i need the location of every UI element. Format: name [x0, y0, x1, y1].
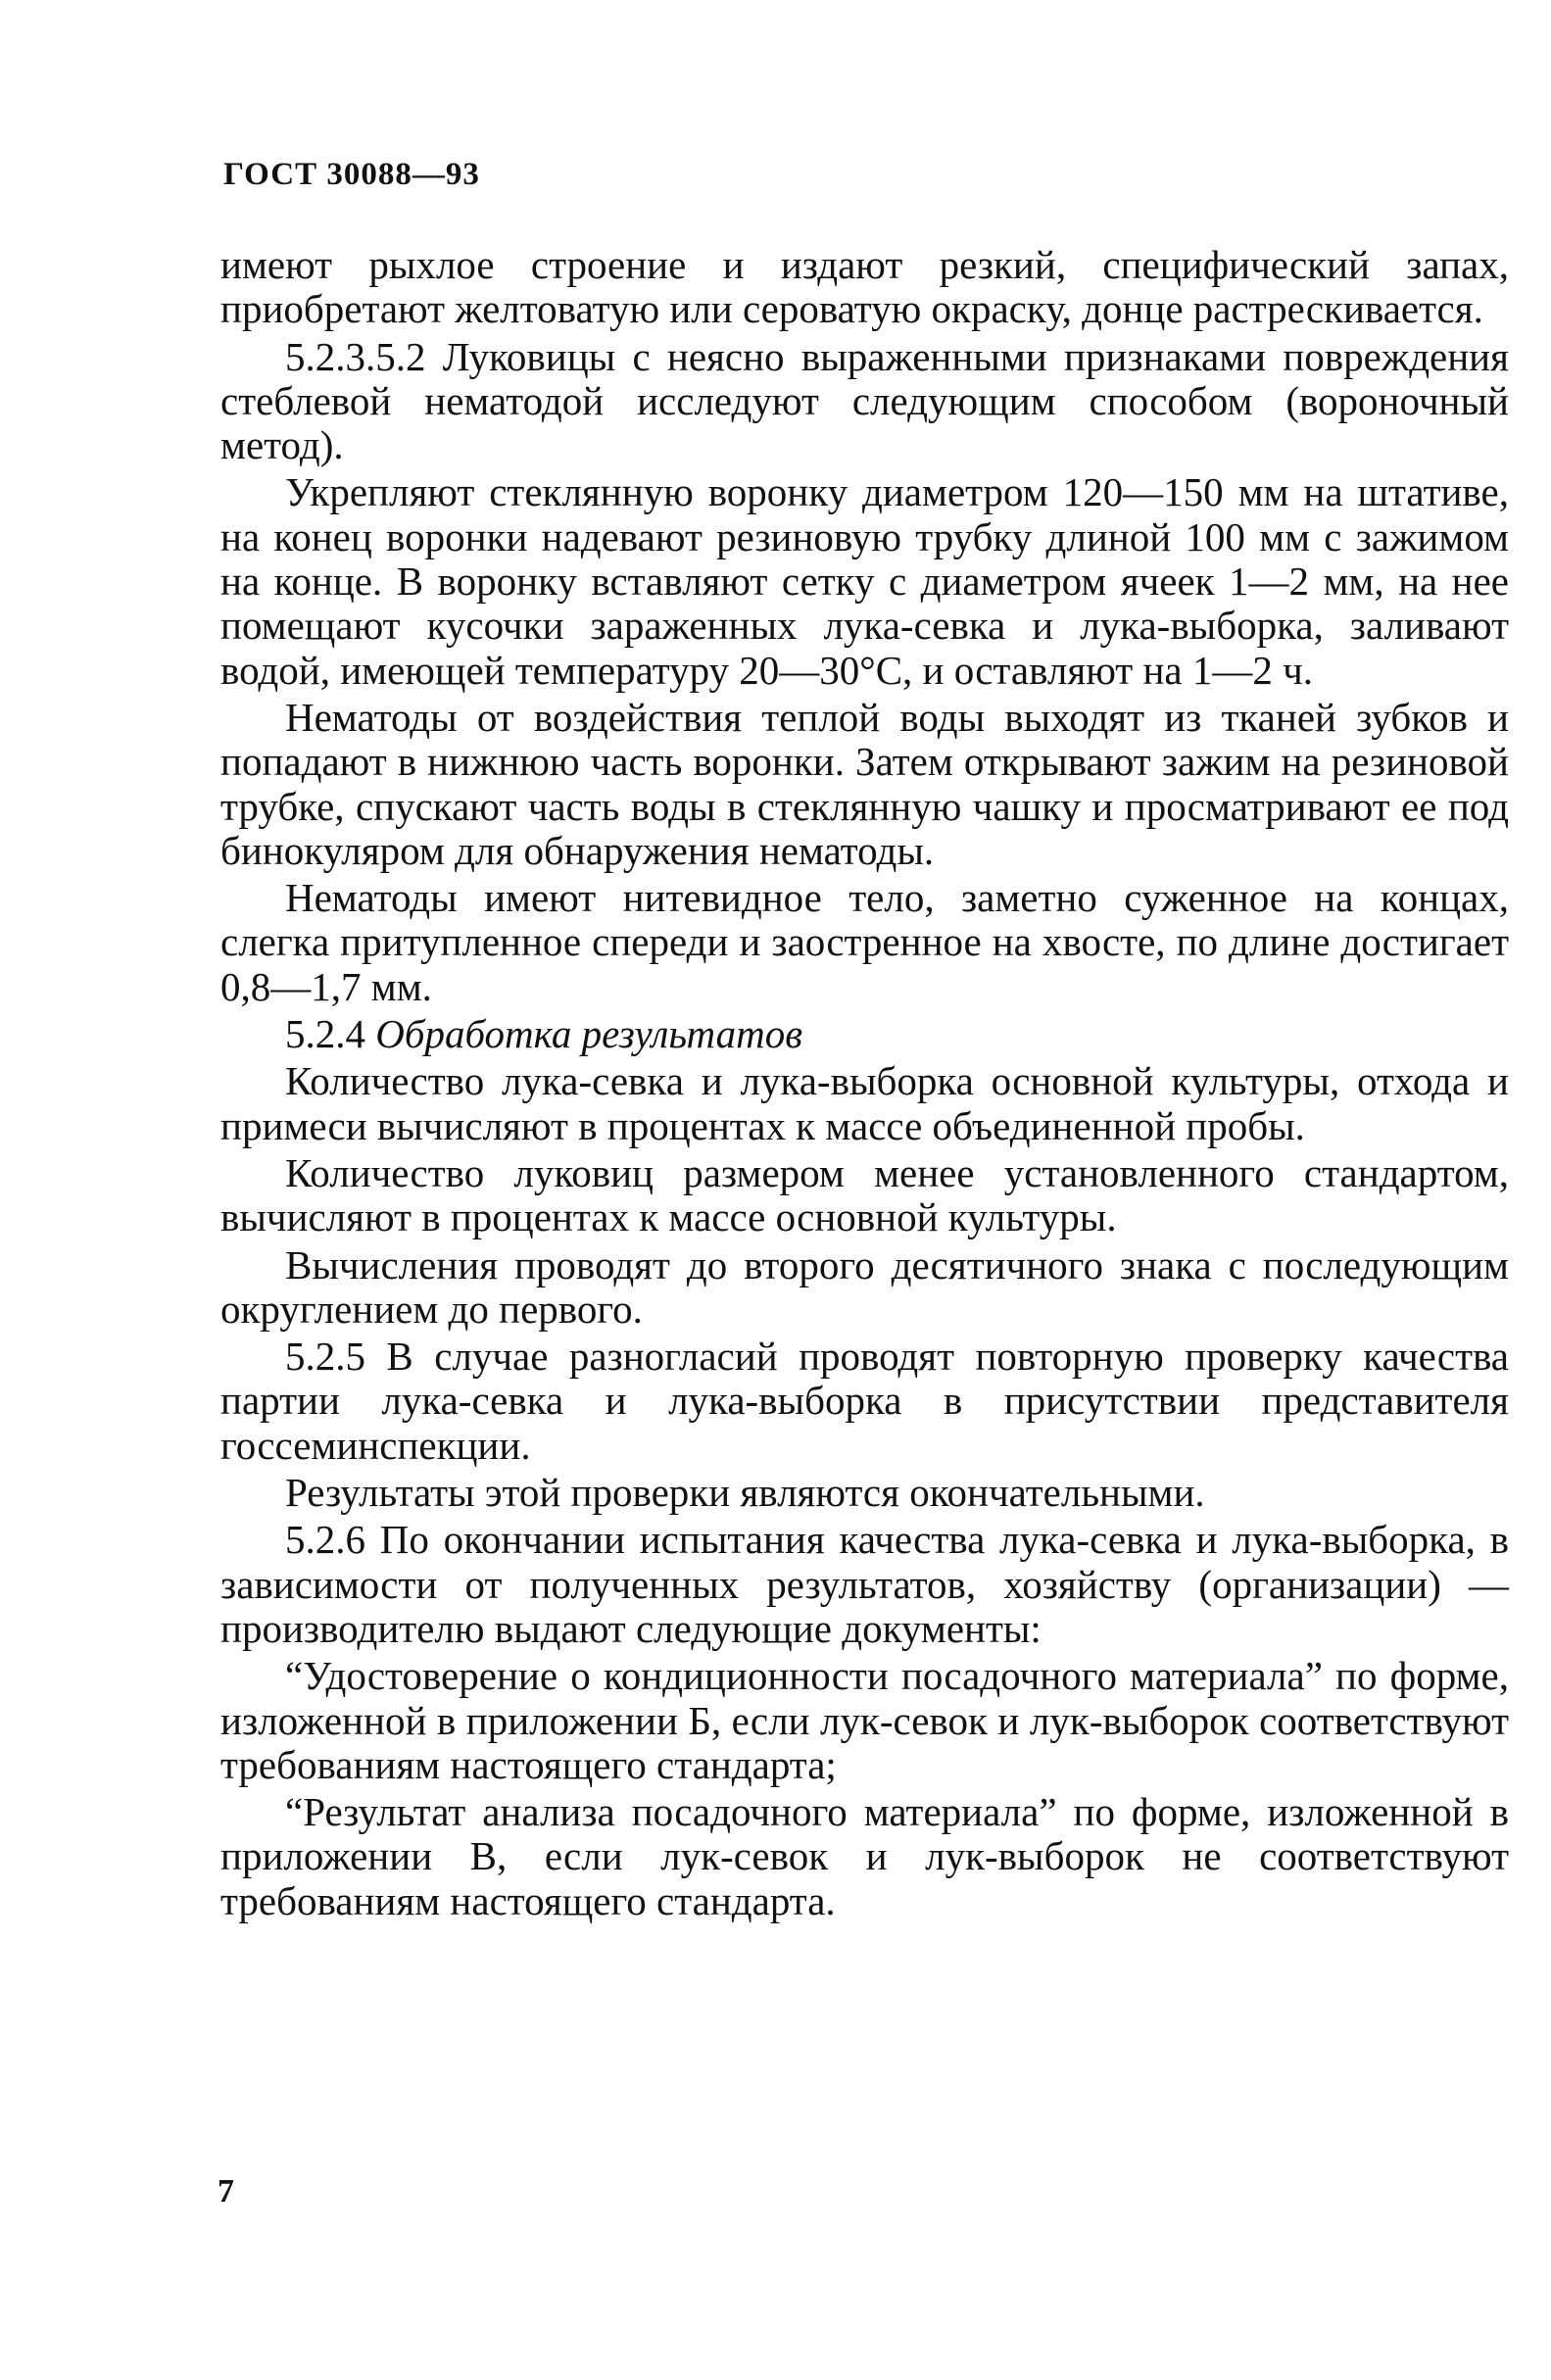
document-code-header: ГОСТ 30088—93 [223, 157, 480, 192]
document-body [220, 243, 1509, 1923]
section-heading-5-2-4 [220, 1012, 1509, 1056]
paragraph-final-results: Результаты этой проверки являются окончательными. [285, 1470, 1205, 1516]
paragraph-5-2-6: 5.2.6 По окончании испытания качества лука-севка и лука-выборка, в зависимости от полученных результатов, хозяйству (организации) — производителю выдают следующие документы: [220, 1517, 1509, 1651]
paragraph-nematode-exit: Нематоды от воздействия теплой воды выходят из тканей зубков и попадают в нижнюю часть воронки. Затем открывают зажим на резиновой трубке, спускают часть воды в стеклянную чашку и просматривают ее под бинокуляром для обнаружения нематоды. [220, 694, 1509, 873]
paragraph-analysis-result: “Результат анализа посадочного материала” по форме, изложенной в приложении В, если лук-севок и лук-выборок не соответствуют требованиям настоящего стандарта. [220, 1789, 1509, 1923]
section-number: 5.2.4 [285, 1011, 365, 1057]
section-title: Обработка результатов [375, 1011, 803, 1057]
paragraph-quantity-calc: Количество лука-севка и лука-выборка основной культуры, отхода и примеси вычисляют в процентах к массе объединенной пробы. [220, 1058, 1509, 1148]
paragraph-certificate: “Удостоверение о кондиционности посадочного материала” по форме, изложенной в приложении Б, если лук-севок и лук-выборок соответствуют требованиям настоящего стандарта; [220, 1653, 1509, 1787]
paragraph-rounding: Вычисления проводят до второго десятичного знака с последующим округлением до первого. [220, 1241, 1509, 1332]
paragraph-5-2-3-5-2: 5.2.3.5.2 Луковицы с неясно выраженными признаками повреждения стеблевой нематодой исследуют следующим способом (вороночный метод). [220, 333, 1509, 468]
paragraph-nematode-description: Нематоды имеют нитевидное тело, заметно суженное на концах, слегка притупленное спереди и заостренное на хвосте, по длине достигает 0,8—1,7 мм. [220, 875, 1509, 1009]
paragraph-continuation: имеют рыхлое строение и издают резкий, специфический запах, приобретают желтоватую или сероватую окраску, донце растрескивается. [220, 242, 1509, 332]
paragraph-funnel-setup: Укрепляют стеклянную воронку диаметром 120—150 мм на штативе, на конец воронки надевают резиновую трубку длиной 100 мм с зажимом на конце. В воронку вставляют сетку с диаметром ячеек 1—2 мм, на нее помещают кусочки зараженных лука-севка и лука-выборка, заливают водой, имеющей температуру 20—30°С, и оставляют на 1—2 ч. [220, 469, 1509, 693]
paragraph-5-2-5: 5.2.5 В случае разногласий проводят повторную проверку качества партии лука-севка и лука-выборка в присутствии представителя госсеминспекции. [220, 1334, 1509, 1468]
page-number: 7 [218, 2173, 234, 2210]
paragraph-bulb-size: Количество луковиц размером менее установленного стандартом, вычисляют в процентах к массе основной культуры. [220, 1149, 1509, 1240]
